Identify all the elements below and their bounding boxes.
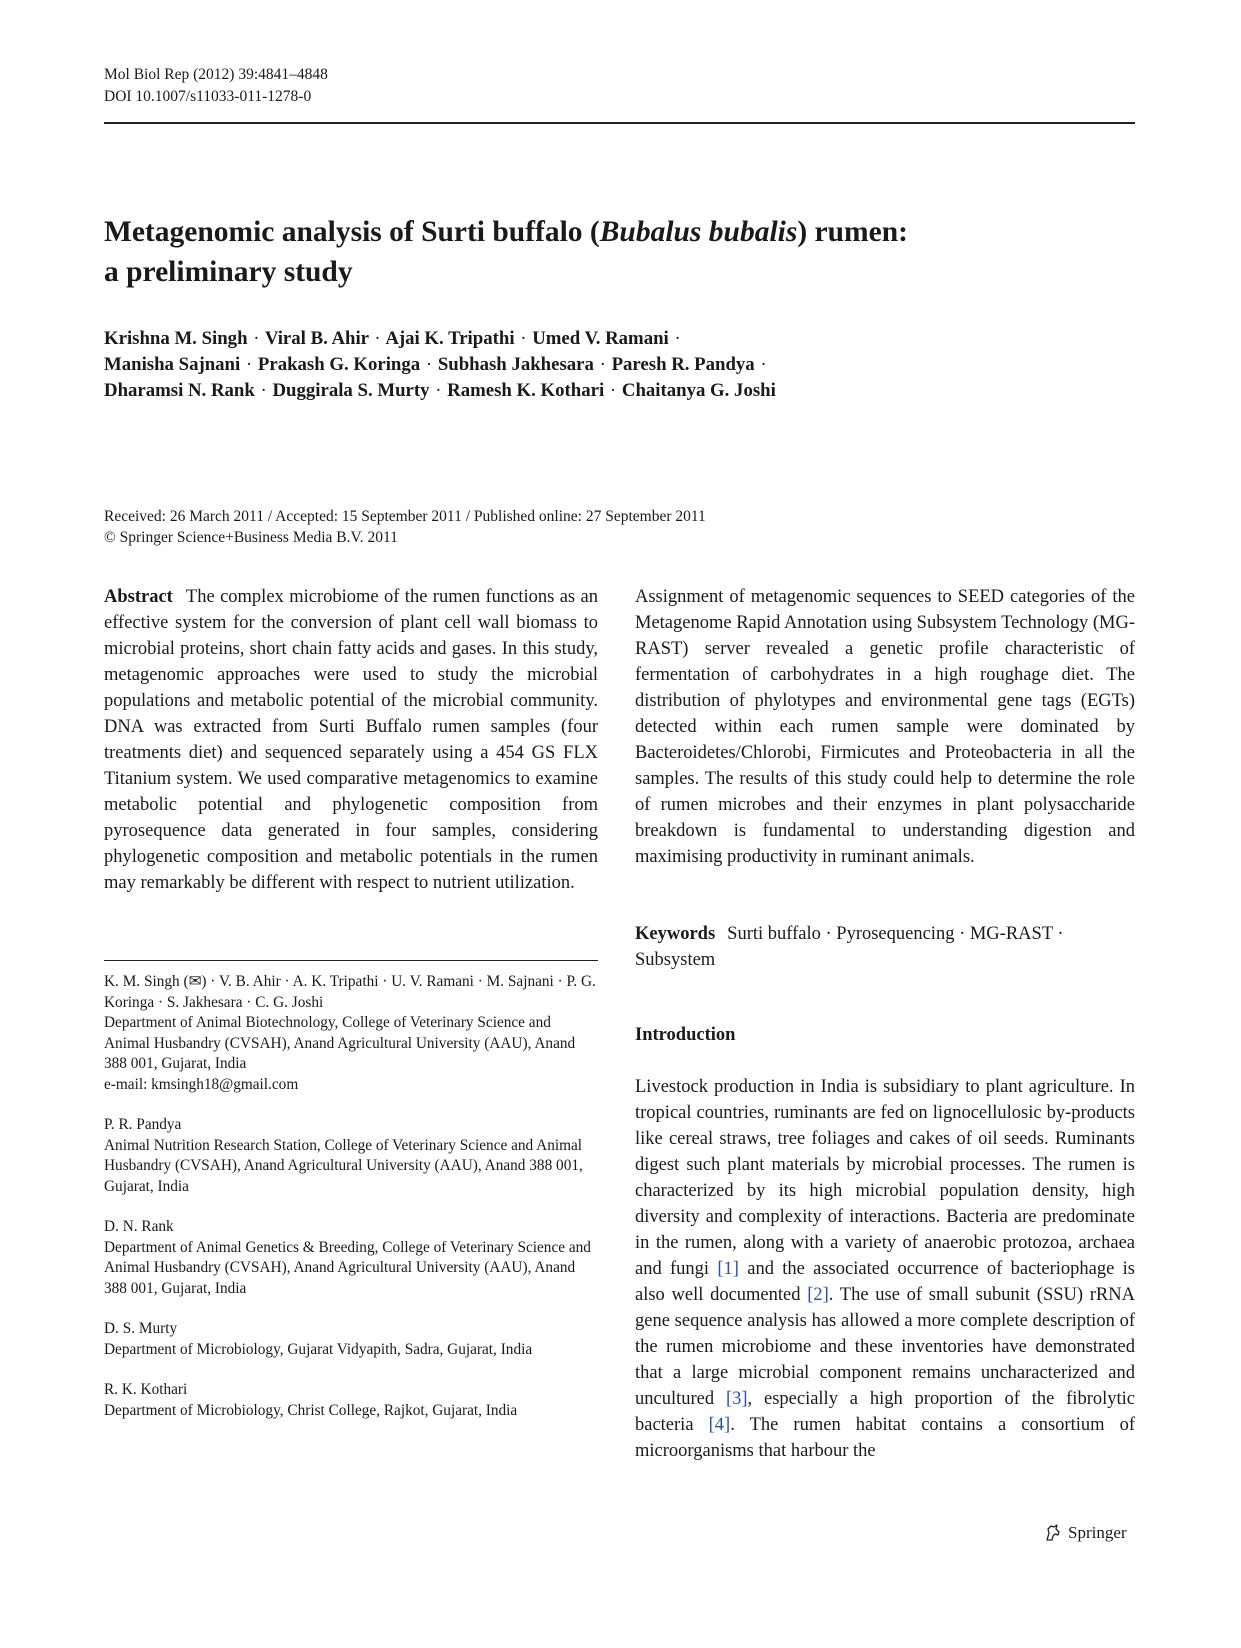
affiliation-names: R. K. Kothari	[104, 1381, 188, 1398]
affiliation-block	[104, 1115, 598, 1197]
author: Umed V. Ramani	[532, 328, 669, 349]
introduction-text	[635, 1074, 1135, 1464]
author: Duggirala S. Murty	[272, 380, 430, 401]
author: Paresh R. Pandya	[611, 354, 755, 375]
author: Manisha Sajnani	[104, 354, 241, 375]
author-separator: ·	[425, 354, 433, 375]
author-separator: ·	[674, 328, 681, 349]
keywords-text: Surti buffalo · Pyrosequencing · MG-RAST · Subsystem	[635, 924, 1064, 970]
author-separator: ·	[374, 328, 381, 349]
affiliation-block	[104, 1217, 598, 1299]
abstract-text: The complex microbiome of the rumen functions as an effective system for the conversion of plant cell wall biomass to microbial proteins, short chain fatty acids and gases. In this study, metagenomic approaches were used to study the microbial populations and metabolic potential of the microbial community. DNA was extracted from Surti Buffalo rumen samples (four treatments diet) and sequenced separately using a 454 GS FLX Titanium system. We used comparative metagenomics to examine metabolic potential and phylogenetic composition from pyrosequence data generated in four samples, considering phylogenetic composition and metabolic potentials in the rumen may remarkably be different with respect to nutrient utilization.	[104, 587, 598, 893]
affiliation-address: Department of Microbiology, Christ College, Rajkot, Gujarat, India	[104, 1401, 518, 1419]
affiliation-names: K. M. Singh (✉) · V. B. Ahir · A. K. Tripathi · U. V. Ramani · M. Sajnani · P. G. Koringa · S. Jakhesara · C. G. Joshi	[104, 973, 596, 1011]
affiliation-names: P. R. Pandya	[104, 1116, 182, 1133]
affiliation-names: D. S. Murty	[104, 1320, 178, 1337]
title-part1: Metagenomic analysis of Surti buffalo (	[104, 216, 600, 248]
intro-sentence: Livestock production in India is subsidiary to plant agriculture. In tropical countries, ruminants are fed on lignocellulosic by-products like cereal straws, tree foliages and cakes of oil seeds. Ruminants digest such plant materials by microbial processes. The rumen is characterized by its high microbial population density, high diversity and complexity of interactions. Bacteria are predominate in the rumen, along with a variety of anaerobic protozoa, archaea and fungi	[635, 1077, 1135, 1279]
author: Krishna M. Singh	[104, 328, 248, 349]
affiliations	[104, 972, 598, 1441]
author: Viral B. Ahir	[264, 328, 369, 349]
author-separator: ·	[260, 380, 267, 401]
author: Ramesh K. Kothari	[447, 380, 605, 401]
affiliation-block	[104, 972, 598, 1095]
author-separator: ·	[253, 328, 260, 349]
affiliation-address: Department of Animal Genetics & Breeding, College of Veterinary Science and Animal Husbandry (CVSAH), Anand Agricultural University (AAU), Anand 388 001, Gujarat, India	[104, 1238, 591, 1297]
author-list	[104, 326, 1135, 404]
author: Dharamsi N. Rank	[104, 380, 255, 401]
intro-sentence: and the associated occurrence of bacteriophage is also well documented	[635, 1259, 1135, 1305]
intro-sentence: . The use of small subunit (SSU) rRNA gene sequence analysis has allowed a more complete description of the rumen microbiome and these inventories have demonstrated that a large microbial component remains uncharacterized and uncultured	[635, 1285, 1135, 1409]
journal-citation: Mol Biol Rep (2012) 39:4841–4848	[104, 66, 328, 83]
affiliation-address: Department of Animal Biotechnology, College of Veterinary Science and Animal Husbandry (CVSAH), Anand Agricultural University (AAU), Anand 388 001, Gujarat, India	[104, 1014, 576, 1072]
title-species: Bubalus bubalis	[599, 216, 798, 248]
author: Ajai K. Tripathi	[385, 328, 515, 349]
author-separator: ·	[245, 354, 253, 375]
intro-sentence: , especially a high proportion of the fibrolytic bacteria	[635, 1389, 1135, 1435]
author-separator: ·	[760, 354, 767, 375]
affiliation-block	[104, 1380, 598, 1421]
article-title	[104, 212, 1135, 292]
abstract-continuation: Assignment of metagenomic sequences to SEED categories of the Metagenome Rapid Annotation using Subsystem Technology (MG-RAST) server revealed a genetic profile characteristic of fermentation of carbohydrates in a high roughage diet. The distribution of phylotypes and environmental gene tags (EGTs) detected within each rumen sample were dominated by Bacteroidetes/Chlorobi, Firmicutes and Proteobacteria in all the samples. The results of this study could help to determine the role of rumen microbes and their enzymes in plant polysaccharide breakdown is fundamental to understanding digestion and maximising productivity in ruminant animals.	[635, 587, 1135, 867]
citation-link[interactable]: [2]	[807, 1285, 829, 1305]
keywords-heading: Keywords	[635, 924, 716, 944]
publisher-name: Springer	[1068, 1523, 1127, 1542]
introduction-heading: Introduction	[635, 1025, 736, 1045]
publisher-logo	[1043, 1522, 1127, 1544]
title-line2: a preliminary study	[104, 256, 353, 288]
affiliation-address: Animal Nutrition Research Station, College of Veterinary Science and Animal Husbandry (CVSAH), Anand Agricultural University (AAU), Anand 388 001, Gujarat, India	[104, 1136, 583, 1195]
article-history: Received: 26 March 2011 / Accepted: 15 September 2011 / Published online: 27 September 2011	[104, 508, 706, 525]
author-separator: ·	[599, 354, 606, 375]
author: Prakash G. Koringa	[257, 354, 421, 375]
publication-dates	[104, 506, 1135, 548]
corresponding-email[interactable]: e-mail: kmsingh18@gmail.com	[104, 1075, 299, 1093]
doi: DOI 10.1007/s11033-011-1278-0	[104, 88, 312, 105]
author-separator: ·	[520, 328, 527, 349]
header-rule	[104, 122, 1135, 124]
citation-link[interactable]: [4]	[708, 1415, 731, 1435]
abstract	[104, 584, 598, 896]
intro-sentence: . The rumen habitat contains a consortium of microorganisms that harbour the	[635, 1415, 1135, 1461]
citation-link[interactable]: [1]	[717, 1259, 739, 1279]
author-separator: ·	[435, 380, 442, 401]
author: Chaitanya G. Joshi	[621, 380, 776, 401]
affiliation-rule	[104, 960, 598, 961]
copyright: © Springer Science+Business Media B.V. 2011	[104, 529, 398, 546]
abstract-heading: Abstract	[104, 587, 173, 607]
journal-header	[104, 64, 328, 108]
springer-horse-icon	[1043, 1523, 1063, 1543]
affiliation-names: D. N. Rank	[104, 1218, 174, 1235]
keywords	[635, 921, 1135, 973]
title-part2: ) rumen:	[797, 216, 908, 248]
citation-link[interactable]: [3]	[725, 1389, 748, 1409]
affiliation-address: Department of Microbiology, Gujarat Vidyapith, Sadra, Gujarat, India	[104, 1340, 533, 1358]
affiliation-block	[104, 1319, 598, 1360]
author-separator: ·	[609, 380, 617, 401]
author: Subhash Jakhesara	[437, 354, 594, 375]
